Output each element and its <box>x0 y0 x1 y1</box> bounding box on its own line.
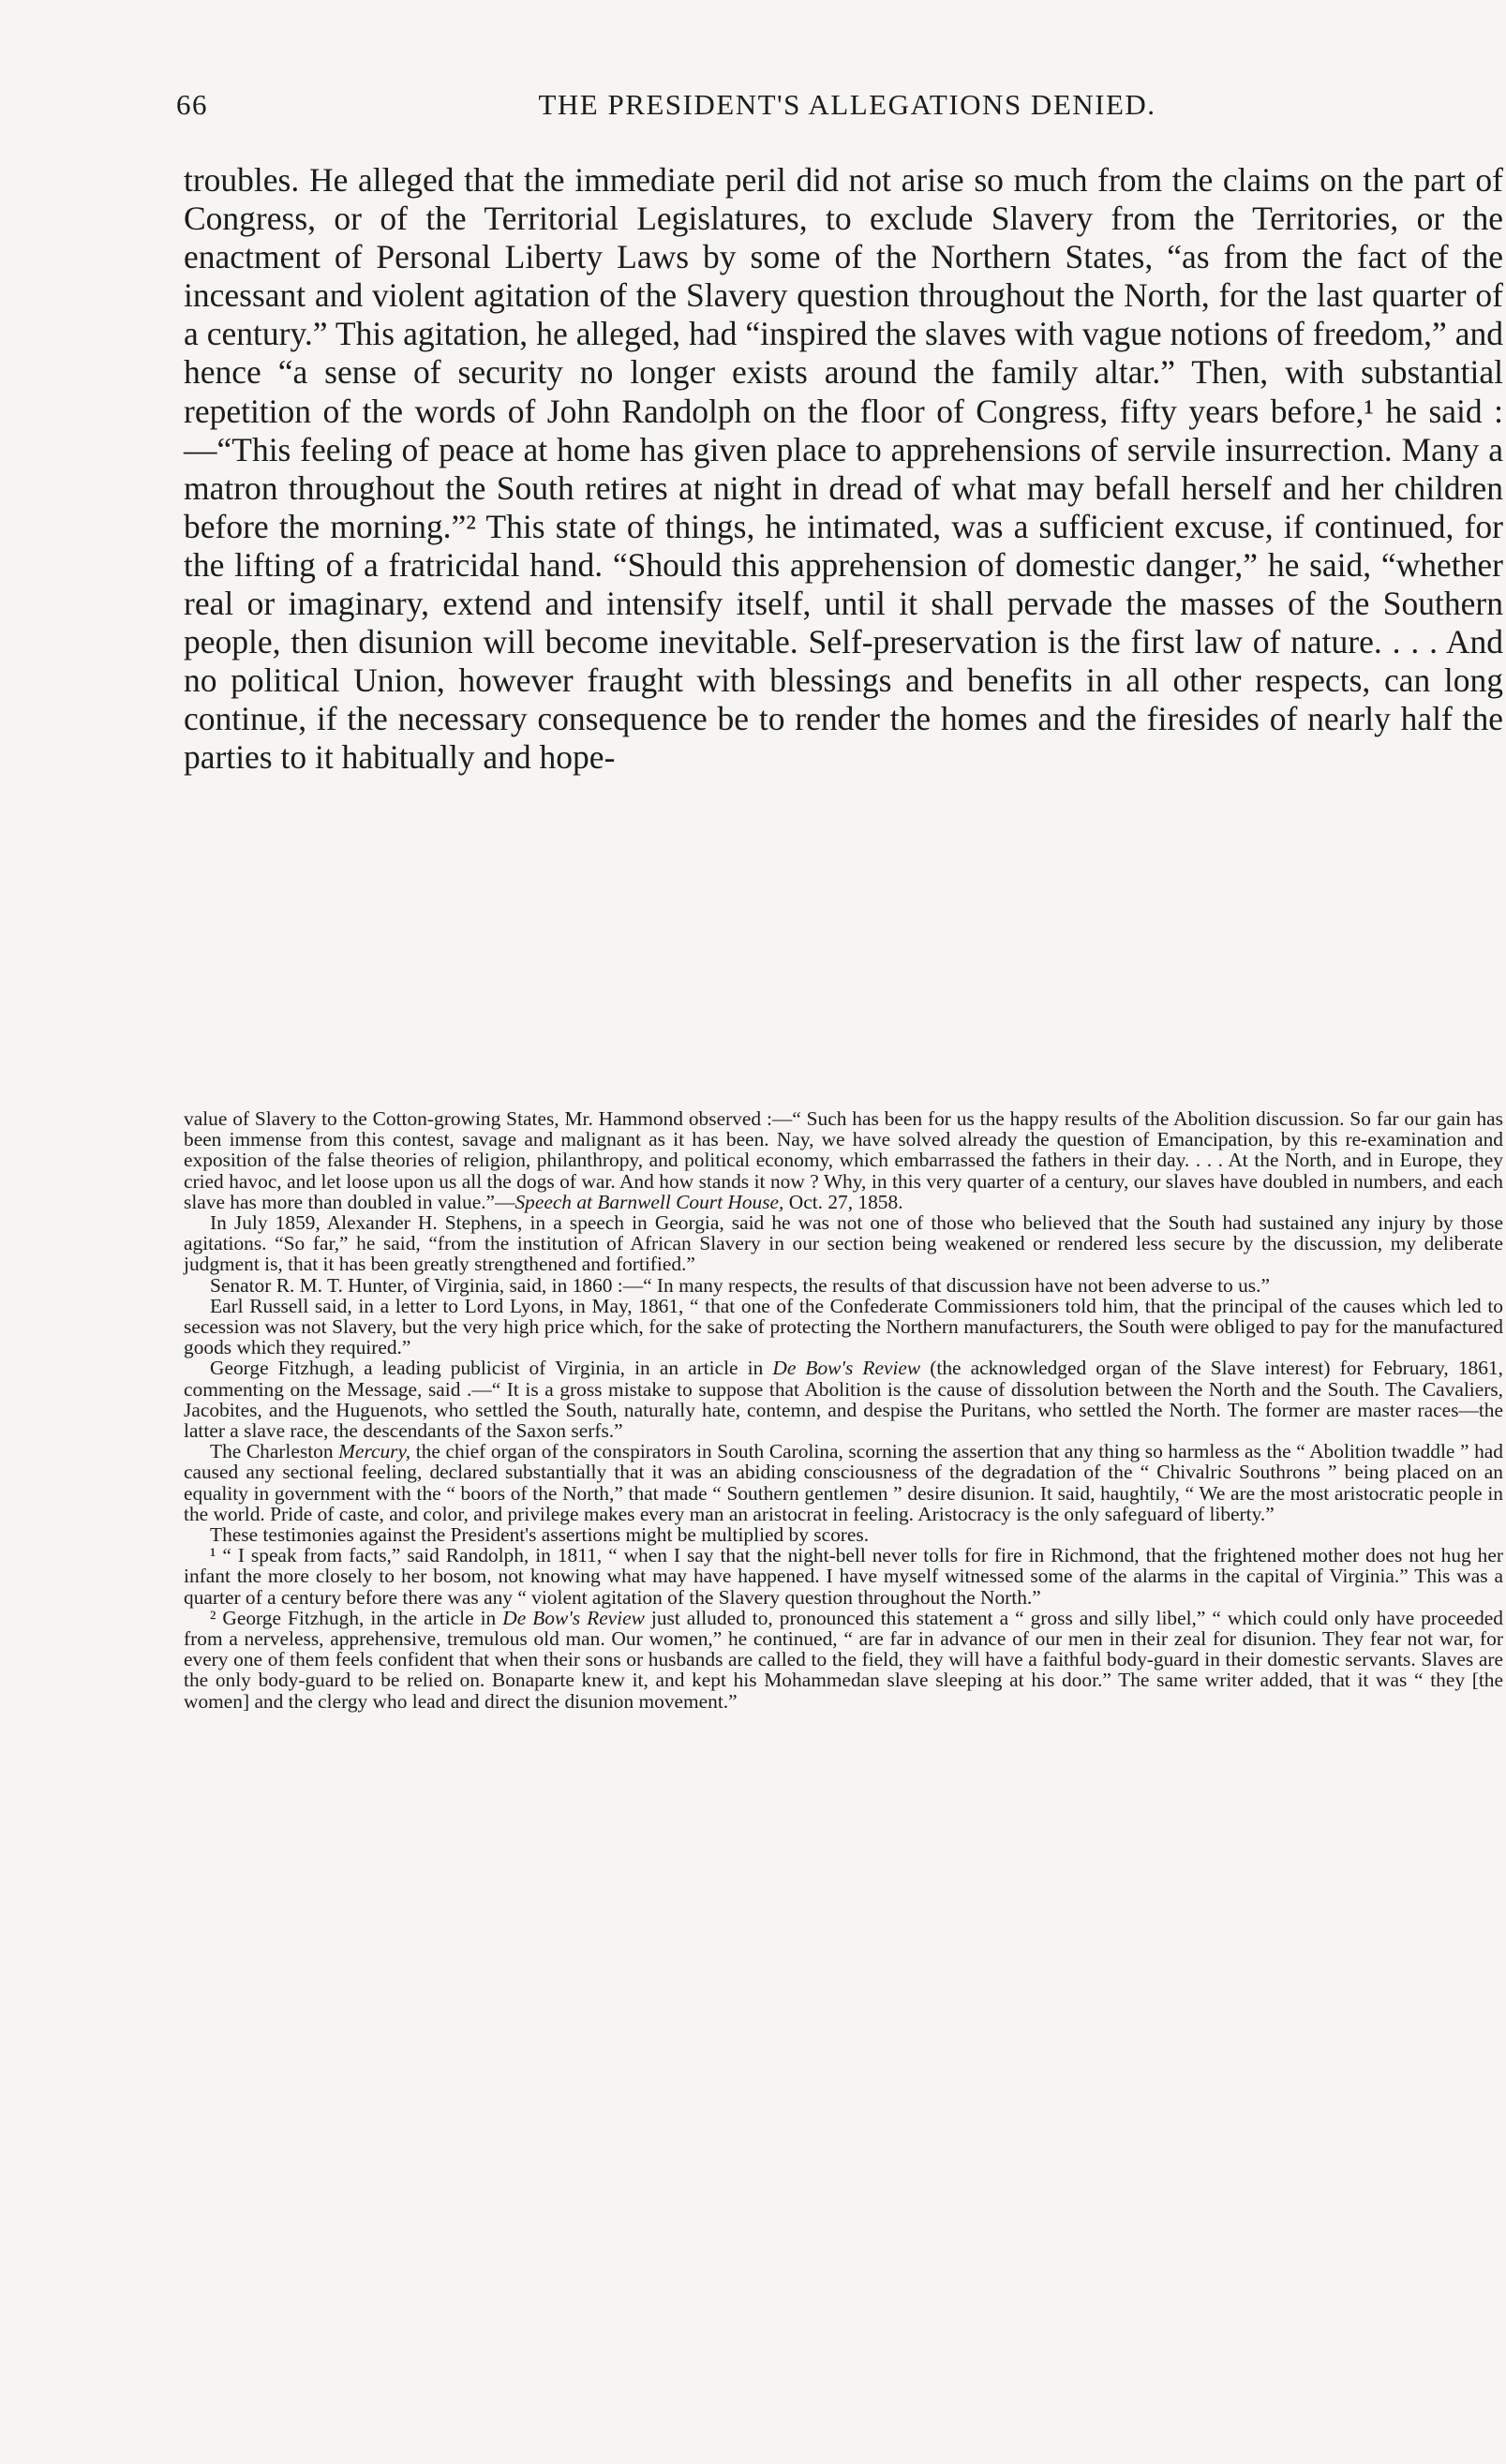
footnote-text: ² George Fitzhugh, in the article in <box>210 1606 503 1629</box>
running-head <box>176 88 1506 129</box>
footnote-stephens: In July 1859, Alexander H. Stephens, in a speech in Georgia, said he was not one of those who believed that the South had sustained any injury by those agitations. “So far,” he said, “from the institution of African Slavery in our section being weakened or rendered less secure by the discussion, my deliberate judgment is, that it has been greatly strengthened and fortified.” <box>184 1211 1503 1276</box>
footnote-text: the chief organ of the conspirators in South Carolina, scorning the assertion that any thing so harmless as the “ Abolition twaddle ” had caused any sectional feeling, declared substantially that it was an abiding consciousness of the degradation of the “ Chivalric Southrons ” being placed on an equality in government with the “ boors of the North,” that made “ Southern gentlemen ” desire disunion. It said, haughtily, “ We are the most aristocratic people in the world. Pride of caste, and color, and privilege makes every man an aristocrat in feeling. Aristocracy is the only safeguard of liberty.” <box>184 1440 1503 1525</box>
footnote-source-title: Speech at Barnwell Court House, <box>514 1190 784 1213</box>
footnote-text: The Charleston <box>210 1440 339 1463</box>
footnote-2 <box>184 1608 1503 1712</box>
footnote-testimonies: These testimonies against the President's assertions might be multiplied by scores. <box>210 1523 870 1547</box>
footnotes <box>184 1108 1503 1712</box>
footnote-hunter: Senator R. M. T. Hunter, of Virginia, said, in 1860 :—“ In many respects, the results of that discussion have not been adverse to us.” <box>210 1273 1270 1297</box>
page-number: 66 <box>176 88 208 121</box>
footnote-continuation <box>184 1108 1503 1212</box>
footnote-date: Oct. 27, 1858. <box>783 1190 903 1213</box>
footnote-fitzhugh <box>184 1358 1503 1441</box>
footnote-publication: De Bow's Review <box>772 1357 921 1380</box>
footnote-text: value of Slavery to the Cotton-growing States, Mr. Hammond observed :—“ Such has been for us the happy results of the Abolition discussion. So far our gain has been immense from this contest, savage and malignant as it has been. Nay, we have solved already the question of Emancipation, by this re-examination and exposition of the false theories of religion, philanthropy, and political economy, which embarrassed the fathers in their day. . . . At the North, and in Europe, they cried havoc, and let loose upon us all the dogs of war. And how stands it now ? Why, in this very quarter of a century, our slaves have doubled in numbers, and each slave has more than doubled in value.”— <box>184 1107 1503 1213</box>
main-paragraph: troubles. He alleged that the immediate peril did not arise so much from the claims on the part of Congress, or of the Territorial Legislatures, to exclude Slavery from the Territories, or the enactment of Personal Liberty Laws by some of the Northern States, “as from the fact of the incessant and violent agitation of the Slavery question throughout the North, for the last quarter of a century.” This agitation, he alleged, had “inspired the slaves with vague notions of freedom,” and hence “a sense of security no longer exists around the family altar.” Then, with substantial repetition of the words of John Randolph on the floor of Congress, fifty years before,¹ he said :—“This feeling of peace at home has given place to apprehensions of servile insurrection. Many a matron throughout the South retires at night in dread of what may befall herself and her children before the morning.”² This state of things, he intimated, was a sufficient excuse, if continued, for the lifting of a fratricidal hand. “Should this apprehension of domestic danger,” he said, “whether real or imaginary, extend and intensify itself, until it shall pervade the masses of the Southern people, then disunion will become inevitable. Self-preservation is the first law of nature. . . . And no political Union, however fraught with blessings and benefits in all other respects, can long continue, if the necessary consequence be to render the homes and the firesides of nearly half the parties to it habitually and hope- <box>184 161 1503 777</box>
footnote-text: just alluded to, pronounced this statement a “ gross and silly libel,” “ which could only have proceeded from a nerveless, apprehensive, tremulous old man. Our women,” he continued, “ are far in advance of our men in their zeal for disunion. They fear not war, for every one of them feels confident that when their sons or husbands are called to the field, they will have a faithful body-guard in their domestic servants. Slaves are the only body-guard to be relied on. Bonaparte knew it, and kept his Mohammedan slave sleeping at his door.” The same writer added, that it was “ they [the women] and the clergy who lead and direct the disunion movement.” <box>184 1606 1503 1713</box>
footnote-text: (the acknowledged organ of the Slave interest) for February, 1861, commenting on the Message, said .—“ It is a gross mistake to suppose that Abolition is the cause of dissolution between the North and the South. The Cavaliers, Jacobites, and the Huguenots, who settled the South, naturally hate, contemn, and despise the Puritans, who settled the North. The former are master races—the latter a slave race, the descendants of the Saxon serfs.” <box>184 1357 1503 1443</box>
footnote-1: ¹ “ I speak from facts,” said Randolph, in 1811, “ when I say that the night-bell never tolls for fire in Richmond, that the frightened mother does not hug her infant the more closely to her bosom, not knowing what may have happened. I have myself witnessed some of the alarms in the capital of Virginia.” This was a quarter of a century before there was any “ violent agitation of the Slavery question throughout the North.” <box>184 1544 1503 1609</box>
footnote-publication: De Bow's Review <box>502 1606 645 1629</box>
running-title: THE PRESIDENT'S ALLEGATIONS DENIED. <box>538 88 1156 121</box>
footnote-mercury <box>184 1441 1503 1524</box>
footnote-text: George Fitzhugh, a leading publicist of Virginia, in an article in <box>210 1357 773 1380</box>
footnote-russell: Earl Russell said, in a letter to Lord Lyons, in May, 1861, “ that one of the Confederate Commissioners told him, that the principal of the causes which led to secession was not Slavery, but the very high price which, for the sake of protecting the Northern manufacturers, the South were obliged to pay for the manufactured goods which they required.” <box>184 1294 1503 1359</box>
footnote-publication: Mercury, <box>338 1440 411 1463</box>
